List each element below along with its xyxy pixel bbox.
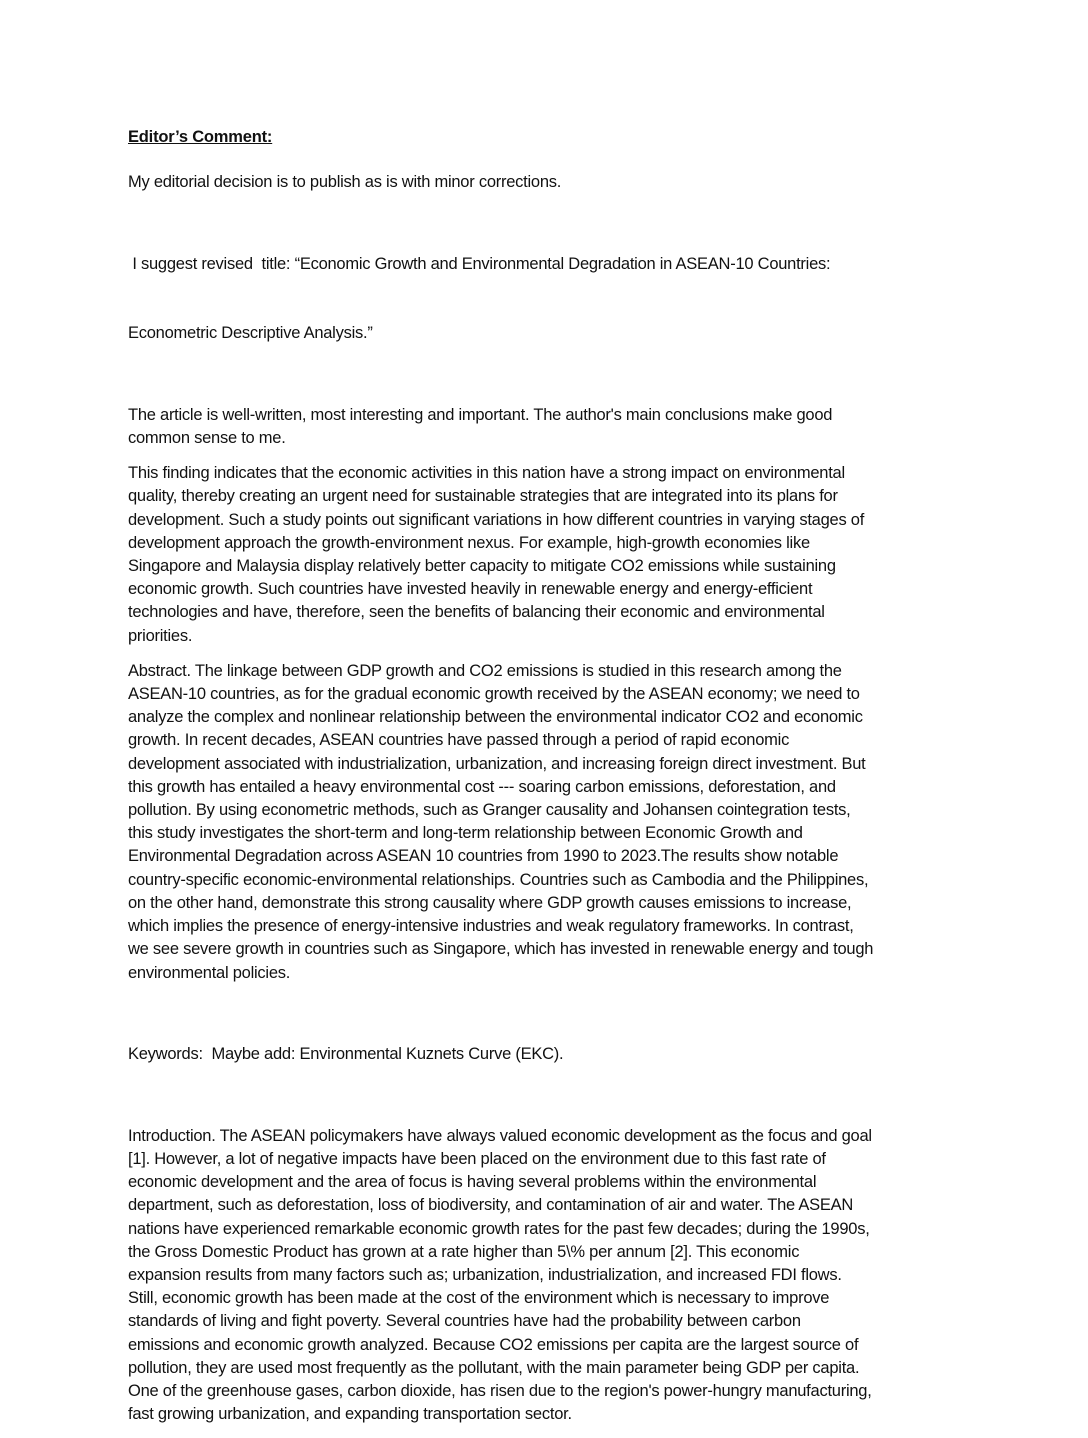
text-line: Abstract. The linkage between GDP growth and CO2 emissions is studied in this research among the [128,661,842,680]
text-line: ASEAN-10 countries, as for the gradual economic growth received by the ASEAN economy; we need to [128,685,860,704]
text-line: on the other hand, demonstrate this strong causality where GDP growth causes emissions to increase, [128,893,852,912]
paragraph-decision [128,171,978,194]
text-line: this growth has entailed a heavy environmental cost --- soaring carbon emissions, deforestation, and [128,777,836,796]
text-line: This finding indicates that the economic activities in this nation have a strong impact on environmental [128,464,845,483]
paragraph-keywords [128,997,978,1113]
text-line: fast growing urbanization, and expanding transportation sector. [128,1405,572,1424]
text-line: economic growth. Such countries have invested heavily in renewable energy and energy-efficient [128,580,813,599]
editor-comment-heading: Editor’s Comment: [128,128,273,146]
text-line: [1]. However, a lot of negative impacts have been placed on the environment due to this fast rate of [128,1149,826,1168]
text-line: expansion results from many factors such as; urbanization, industrialization, and increased FDI flows. [128,1265,842,1284]
text-line: Singapore and Malaysia display relatively better capacity to mitigate CO2 emissions while sustaining [128,557,836,576]
text-line: quality, thereby creating an urgent need for sustainable strategies that are integrated into its plans for [128,487,838,506]
text-line: emissions and economic growth analyzed. Because CO2 emissions per capita are the largest source of [128,1335,859,1354]
text-line: My editorial decision is to publish as is with minor corrections. [128,173,562,191]
paragraph-finding [128,462,978,648]
text-line: The article is well-written, most interesting and important. The author's main conclusions make good [128,405,833,424]
text-line: priorities. [128,626,193,645]
text-line: Environmental Degradation across ASEAN 10 countries from 1990 to 2023.The results show notable [128,847,839,866]
text-line: development approach the growth-environment nexus. For example, high-growth economies like [128,533,810,552]
text-line: economic development and the area of focus is having several problems within the environmental [128,1173,817,1192]
text-line: development. Such a study points out significant variations in how different countries in varying stages of [128,510,865,529]
text-line: environmental policies. [128,963,291,982]
text-line: common sense to me. [128,429,286,448]
text-line: which implies the presence of energy-intensive industries and weak regulatory frameworks. In contrast, [128,917,854,936]
text-line: growth. In recent decades, ASEAN countries have passed through a period of rapid economic [128,731,790,750]
text-line: nations have experienced remarkable economic growth rates for the past few decades; during the 1990s, [128,1219,870,1238]
paragraph-introduction [128,1125,978,1427]
text-line: development associated with industrialization, urbanization, and increasing foreign direct investment. But [128,754,866,773]
text-line: this study investigates the short-term and long-term relationship between Economic Growth and [128,824,803,843]
text-line: we see severe growth in countries such as Singapore, which has invested in renewable energy and tough [128,940,874,959]
text-line: pollution, they are used most frequently as the pollutant, with the main parameter being GDP per capita. [128,1358,860,1377]
text-line: pollution. By using econometric methods, such as Granger causality and Johansen cointegration tests, [128,801,851,820]
text-line: department, such as deforestation, loss of biodiversity, and contamination of air and water. The ASEAN [128,1196,854,1215]
paragraph-assessment [128,404,978,450]
text-line: Still, economic growth has been made at the cost of the environment which is necessary to improve [128,1289,830,1308]
text-line: analyze the complex and nonlinear relationship between the environmental indicator CO2 and economic [128,708,863,727]
document-page [128,126,978,1438]
text-line: technologies and have, therefore, seen the benefits of balancing their economic and environmental [128,603,825,622]
text-line: Econometric Descriptive Analysis.” [128,324,373,343]
text-line: Keywords: Maybe add: Environmental Kuznets Curve (EKC). [128,1045,564,1064]
text-line: standards of living and fight poverty. Several countries have had the probability between carbon [128,1312,801,1331]
text-line: Introduction. The ASEAN policymakers have always valued economic development as the focus and goal [128,1126,872,1145]
paragraph-abstract [128,660,978,985]
text-line: One of the greenhouse gases, carbon dioxide, has risen due to the region's power-hungry manufacturing, [128,1381,872,1400]
paragraph-revised-title [128,206,978,392]
text-line: I suggest revised title: “Economic Growth and Environmental Degradation in ASEAN-10 Countries: [128,254,831,273]
text-line: country-specific economic-environmental relationships. Countries such as Cambodia and the Philippines, [128,870,869,889]
text-line: the Gross Domestic Product has grown at a rate higher than 5\% per annum [2]. This economic [128,1242,800,1261]
